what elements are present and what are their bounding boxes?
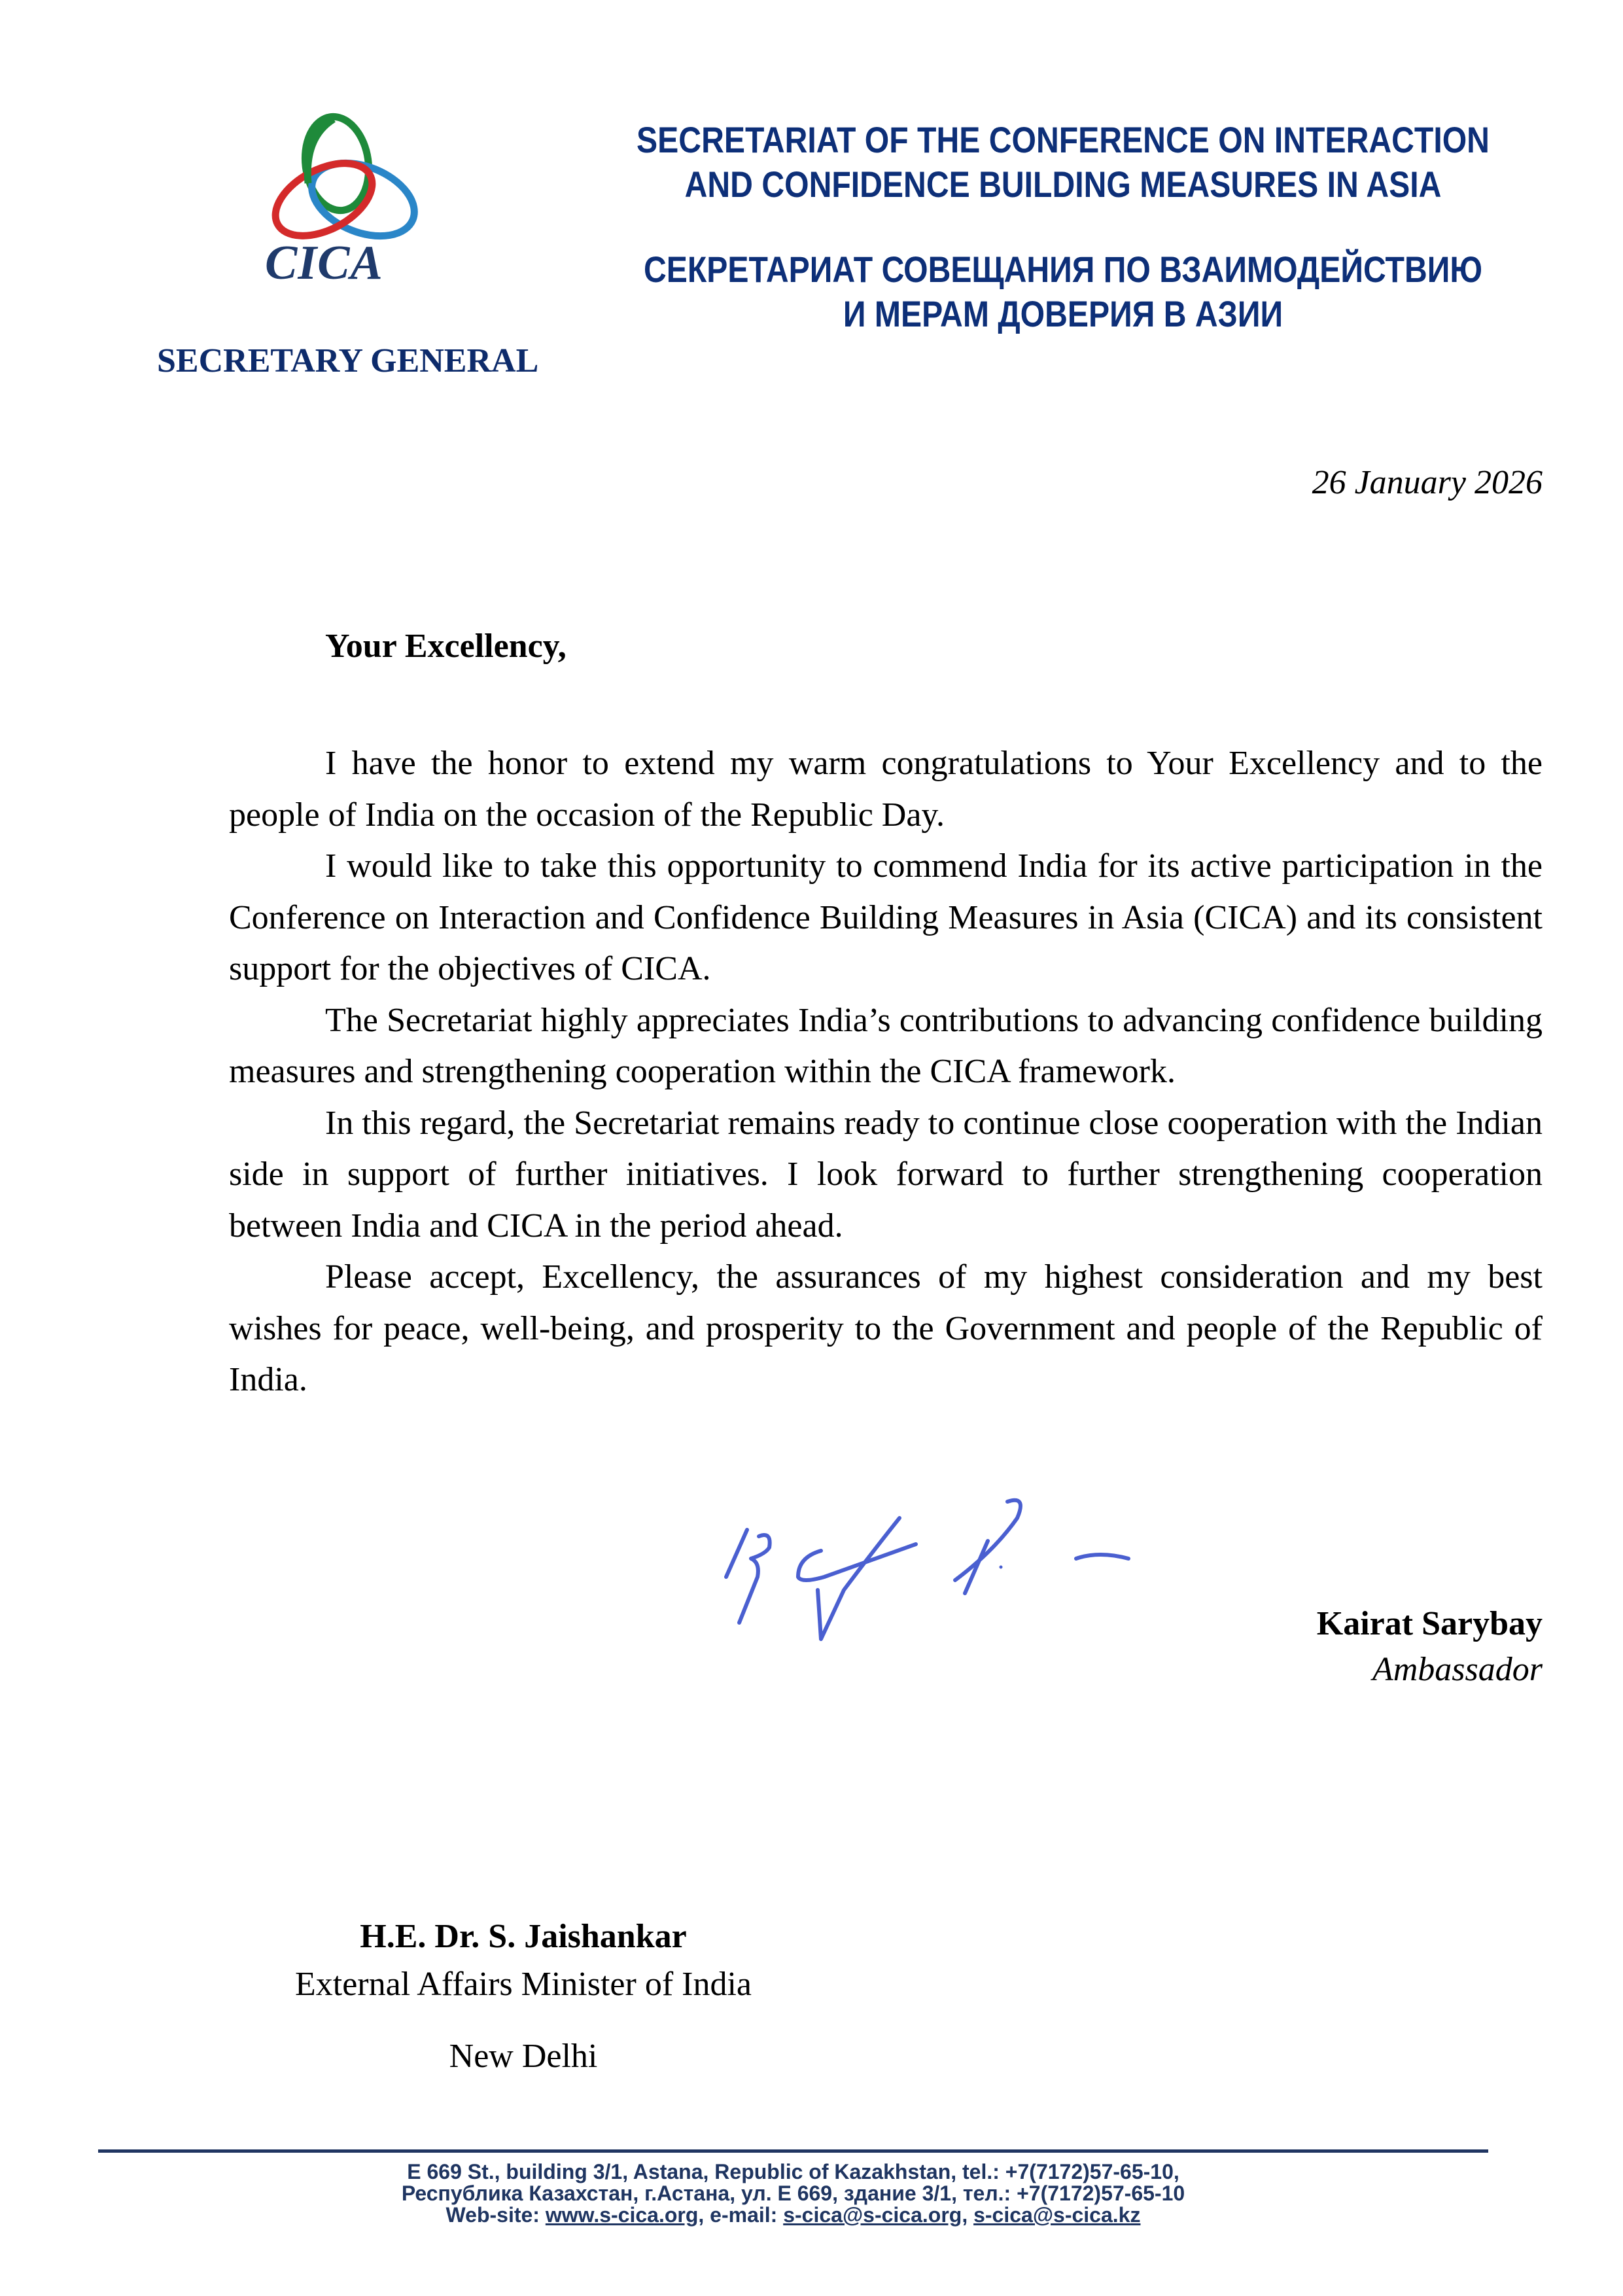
logo-wordmark: CICA xyxy=(265,236,383,290)
cica-rings-icon xyxy=(265,111,422,242)
body-paragraph: In this regard, the Secretariat remains ready to continue close cooperation with the Indian side in support of further initiatives. I look forward to further strengthening cooperation between India and CICA in the period ahead. xyxy=(229,1104,1543,1245)
letterhead-title-en-line1: SECRETARIAT OF THE CONFERENCE ON INTERACTION xyxy=(637,119,1490,160)
website-label: Web-site: xyxy=(445,2203,546,2227)
salutation: Your Excellency, xyxy=(325,627,567,665)
letterhead-title-ru xyxy=(633,247,1493,336)
recipient-name: H.E. Dr. S. Jaishankar xyxy=(360,1918,687,1955)
recipient-title: External Affairs Minister of India xyxy=(295,1966,752,2003)
signer-name: Kairat Sarybay xyxy=(1316,1605,1543,1642)
letter-body xyxy=(229,738,1543,1406)
letterhead-title-ru-line2: И МЕРАМ ДОВЕРИЯ В АЗИИ xyxy=(843,293,1283,334)
recipient-city: New Delhi xyxy=(449,2038,598,2075)
footer-divider xyxy=(98,2149,1488,2153)
email-separator: , xyxy=(962,2203,974,2227)
email-label: , e-mail: xyxy=(698,2203,784,2227)
letterhead-title-en xyxy=(633,118,1493,207)
body-paragraph: I have the honor to extend my warm congratulations to Your Excellency and to the people of India on the occasion of the Republic Day. xyxy=(229,745,1543,834)
letterhead-title-ru-line1: СЕКРЕТАРИАТ СОВЕЩАНИЯ ПО ВЗАИМОДЕЙСТВИЮ xyxy=(643,249,1483,290)
website-link[interactable]: www.s-cica.org xyxy=(545,2203,699,2227)
body-paragraph: I would like to take this opportunity to commend India for its active participation in the Conference on Interaction and Confidence Building Measures in Asia (CICA) and its consistent support for the objectives of CICA. xyxy=(229,847,1543,987)
footer-address-ru: Республика Казахстан, г.Астана, ул. Е 669, здание 3/1, тел.: +7(7172)57-65-10 xyxy=(401,2181,1185,2205)
office-title: SECRETARY GENERAL xyxy=(157,342,539,380)
email-link-kz[interactable]: s-cica@s-cica.kz xyxy=(973,2203,1141,2227)
handwritten-signature xyxy=(720,1485,1230,1655)
signer-title: Ambassador xyxy=(1372,1651,1543,1688)
letterhead-title-en-line2: AND CONFIDENCE BUILDING MEASURES IN ASIA xyxy=(684,164,1442,205)
body-paragraph: The Secretariat highly appreciates India’s contributions to advancing confidence building measures and strengthening cooperation within the CICA framework. xyxy=(229,1001,1543,1090)
email-link-org[interactable]: s-cica@s-cica.org xyxy=(783,2203,962,2227)
signature-icon xyxy=(720,1485,1230,1655)
footer-address-en: E 669 St., building 3/1, Astana, Republic of Kazakhstan, tel.: +7(7172)57-65-10, xyxy=(407,2160,1179,2183)
letter-date: 26 January 2026 xyxy=(1312,464,1543,501)
footer-contacts xyxy=(98,2204,1488,2226)
body-paragraph: Please accept, Excellency, the assurances of my highest consideration and my best wishes for peace, well-being, and prosperity to the Government and people of the Republic of India. xyxy=(229,1258,1543,1398)
